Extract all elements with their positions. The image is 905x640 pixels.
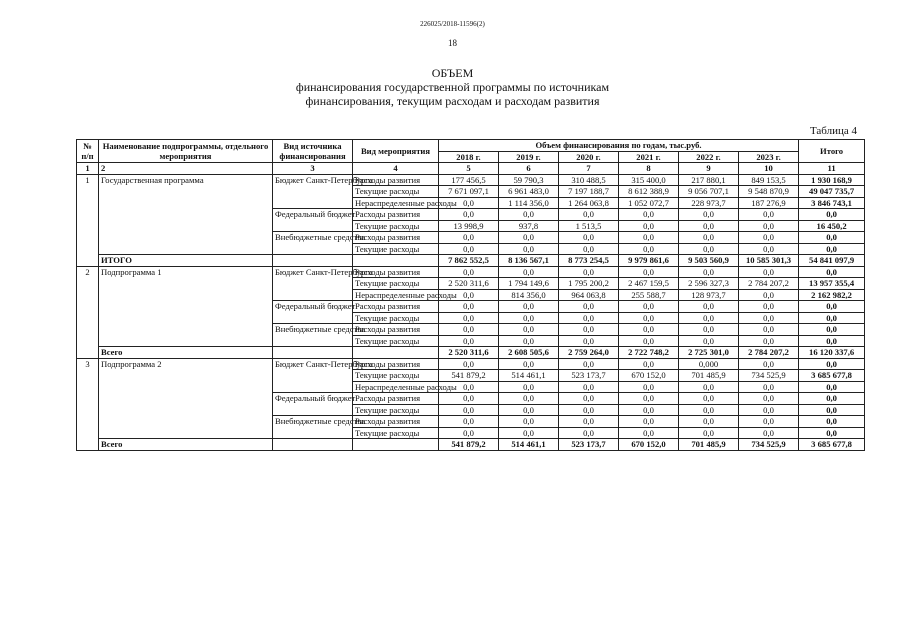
total-value: 0,0: [799, 209, 865, 221]
program-name: Подпрограмма 1: [99, 266, 273, 347]
total-value: 0,0: [799, 427, 865, 439]
year-value: 0,0: [619, 220, 679, 232]
year-value: 0,0: [439, 416, 499, 428]
year-value: 0,0: [439, 289, 499, 301]
year-value: 0,0: [439, 427, 499, 439]
title-line-1: ОБЪЕМ: [431, 66, 474, 80]
year-value: 0,0: [679, 209, 739, 221]
year-value: 734 525,9: [739, 370, 799, 382]
expense-type: Текущие расходы: [353, 243, 439, 255]
total-label: Всего: [99, 439, 273, 451]
year-value: 0,0: [499, 266, 559, 278]
header-volume: Объем финансирования по годам, тыс.руб.: [439, 140, 799, 152]
index-cell: 11: [799, 163, 865, 175]
year-value: 128 973,7: [679, 289, 739, 301]
total-value: 2 608 505,6: [499, 347, 559, 359]
year-value: 0,0: [439, 358, 499, 370]
total-value: 670 152,0: [619, 439, 679, 451]
year-value: 0,0: [499, 301, 559, 313]
total-value: 3 685 677,8: [799, 439, 865, 451]
index-cell: 9: [679, 163, 739, 175]
expense-type: Текущие расходы: [353, 370, 439, 382]
index-cell: 6: [499, 163, 559, 175]
year-value: 0,0: [499, 358, 559, 370]
year-value: 0,0: [439, 393, 499, 405]
year-value: 0,0: [439, 335, 499, 347]
year-value: 0,0: [619, 335, 679, 347]
funding-source: Внебюджетные средства: [273, 324, 353, 347]
year-value: 2 467 159,5: [619, 278, 679, 290]
year-value: 1 794 149,6: [499, 278, 559, 290]
expense-type: Нераспределенные расходы: [353, 381, 439, 393]
total-value: 0,0: [799, 232, 865, 244]
total-value: 0,0: [799, 393, 865, 405]
year-value: 0,0: [739, 312, 799, 324]
year-value: 0,0: [739, 416, 799, 428]
total-value: 2 784 207,2: [739, 347, 799, 359]
expense-type: Расходы развития: [353, 358, 439, 370]
year-value: 0,0: [619, 393, 679, 405]
year-value: 0,0: [679, 393, 739, 405]
year-value: 0,0: [679, 416, 739, 428]
year-value: 0,0: [499, 209, 559, 221]
index-cell: 8: [619, 163, 679, 175]
total-value: 2 520 311,6: [439, 347, 499, 359]
expense-type: Текущие расходы: [353, 278, 439, 290]
year-value: 701 485,9: [679, 370, 739, 382]
column-index-row: [77, 163, 865, 175]
total-value: 0,0: [799, 381, 865, 393]
year-value: 0,0: [679, 232, 739, 244]
year-value: 514 461,1: [499, 370, 559, 382]
total-value: 0,0: [799, 335, 865, 347]
year-value: 0,0: [619, 404, 679, 416]
total-value: 7 862 552,5: [439, 255, 499, 267]
row-number: 3: [77, 358, 99, 450]
total-value: 0,0: [799, 266, 865, 278]
header-year: 2018 г.: [439, 151, 499, 163]
year-value: 6 961 483,0: [499, 186, 559, 198]
year-value: 814 356,0: [499, 289, 559, 301]
year-value: 0,0: [499, 404, 559, 416]
total-value: 734 525,9: [739, 439, 799, 451]
expense-type: Расходы развития: [353, 324, 439, 336]
table-row: [77, 174, 865, 186]
funding-source: Бюджет Санкт-Петербурга: [273, 266, 353, 301]
expense-type: Текущие расходы: [353, 186, 439, 198]
header-year: 2019 г.: [499, 151, 559, 163]
year-value: 0,0: [739, 335, 799, 347]
year-value: 0,0: [739, 358, 799, 370]
year-value: 187 276,9: [739, 197, 799, 209]
index-cell: 10: [739, 163, 799, 175]
year-value: 0,0: [679, 220, 739, 232]
year-value: 0,0: [679, 312, 739, 324]
year-value: 0,0: [439, 312, 499, 324]
header-year: 2020 г.: [559, 151, 619, 163]
total-value: 8 136 567,1: [499, 255, 559, 267]
year-value: 7 197 188,7: [559, 186, 619, 198]
title-line-2: финансирования государственной программы по источникам: [295, 80, 610, 94]
index-cell: 4: [353, 163, 439, 175]
expense-type: Расходы развития: [353, 266, 439, 278]
year-value: 0,0: [619, 243, 679, 255]
header-year: 2023 г.: [739, 151, 799, 163]
expense-type: Расходы развития: [353, 393, 439, 405]
year-value: 0,0: [559, 312, 619, 324]
total-value: 523 173,7: [559, 439, 619, 451]
empty-cell: [353, 347, 439, 359]
expense-type: Текущие расходы: [353, 404, 439, 416]
header-row-1: [77, 140, 865, 152]
total-value: 2 162 982,2: [799, 289, 865, 301]
year-value: 228 973,7: [679, 197, 739, 209]
program-name: Подпрограмма 2: [99, 358, 273, 439]
year-value: 13 998,9: [439, 220, 499, 232]
total-value: 13 957 355,4: [799, 278, 865, 290]
year-value: 0,0: [739, 427, 799, 439]
funding-source: Бюджет Санкт-Петербурга: [273, 174, 353, 209]
header-year: 2021 г.: [619, 151, 679, 163]
year-value: 9 548 870,9: [739, 186, 799, 198]
year-value: 0,0: [439, 266, 499, 278]
funding-source: Федеральный бюджет: [273, 301, 353, 324]
year-value: 0,0: [559, 243, 619, 255]
funding-source: Федеральный бюджет: [273, 393, 353, 416]
year-value: 0,0: [559, 232, 619, 244]
year-value: 0,0: [559, 266, 619, 278]
program-name: Государственная программа: [99, 174, 273, 255]
total-value: 2 725 301,0: [679, 347, 739, 359]
year-value: 0,0: [679, 301, 739, 313]
year-value: 9 056 707,1: [679, 186, 739, 198]
total-value: 3 685 677,8: [799, 370, 865, 382]
year-value: 315 400,0: [619, 174, 679, 186]
year-value: 0,0: [619, 312, 679, 324]
expense-type: Нераспределенные расходы: [353, 197, 439, 209]
funding-source: Бюджет Санкт-Петербурга: [273, 358, 353, 393]
year-value: 0,0: [679, 381, 739, 393]
total-value: 0,0: [799, 312, 865, 324]
year-value: 0,0: [679, 404, 739, 416]
year-value: 0,0: [739, 266, 799, 278]
year-value: 964 063,8: [559, 289, 619, 301]
total-value: 54 841 097,9: [799, 255, 865, 267]
expense-type: Расходы развития: [353, 174, 439, 186]
expense-type: Расходы развития: [353, 301, 439, 313]
year-value: 1 795 200,2: [559, 278, 619, 290]
year-value: 7 671 097,1: [439, 186, 499, 198]
year-value: 177 456,5: [439, 174, 499, 186]
total-value: 8 773 254,5: [559, 255, 619, 267]
year-value: 0,0: [439, 324, 499, 336]
year-value: 0,0: [559, 324, 619, 336]
expense-type: Расходы развития: [353, 416, 439, 428]
year-value: 2 520 311,6: [439, 278, 499, 290]
document-title: [0, 66, 905, 108]
year-value: 255 588,7: [619, 289, 679, 301]
year-value: 0,0: [499, 232, 559, 244]
total-value: 2 759 264,0: [559, 347, 619, 359]
year-value: 670 152,0: [619, 370, 679, 382]
year-value: 0,0: [739, 393, 799, 405]
expense-type: Текущие расходы: [353, 335, 439, 347]
funding-source: Внебюджетные средства: [273, 232, 353, 255]
year-value: 541 879,2: [439, 370, 499, 382]
page-number: 18: [448, 38, 457, 48]
year-value: 1 052 072,7: [619, 197, 679, 209]
year-value: 1 114 356,0: [499, 197, 559, 209]
year-value: 0,0: [439, 404, 499, 416]
year-value: 0,0: [559, 416, 619, 428]
year-value: 0,0: [739, 209, 799, 221]
total-value: 10 585 301,3: [739, 255, 799, 267]
total-row: [77, 255, 865, 267]
expense-type: Текущие расходы: [353, 220, 439, 232]
year-value: 0,0: [739, 301, 799, 313]
year-value: 0,0: [679, 324, 739, 336]
year-value: 0,0: [439, 209, 499, 221]
table-label: Таблица 4: [809, 125, 857, 137]
total-label: Всего: [99, 347, 273, 359]
index-cell: 2: [99, 163, 273, 175]
total-value: 0,0: [799, 243, 865, 255]
year-value: 0,0: [559, 209, 619, 221]
year-value: 310 488,5: [559, 174, 619, 186]
year-value: 59 790,3: [499, 174, 559, 186]
index-cell: 1: [77, 163, 99, 175]
year-value: 0,0: [619, 301, 679, 313]
total-value: 0,0: [799, 301, 865, 313]
table-row: [77, 358, 865, 370]
total-row: [77, 347, 865, 359]
total-row: [77, 439, 865, 451]
empty-cell: [273, 347, 353, 359]
year-value: 0,0: [679, 266, 739, 278]
year-value: 0,0: [679, 427, 739, 439]
total-value: 0,0: [799, 324, 865, 336]
year-value: 0,0: [619, 266, 679, 278]
year-value: 0,0: [439, 232, 499, 244]
total-value: 9 979 861,6: [619, 255, 679, 267]
total-value: 16 450,2: [799, 220, 865, 232]
index-cell: 3: [273, 163, 353, 175]
year-value: 0,0: [619, 358, 679, 370]
year-value: 0,0: [619, 209, 679, 221]
expense-type: Нераспределенные расходы: [353, 289, 439, 301]
year-value: 849 153,5: [739, 174, 799, 186]
year-value: 0,0: [739, 289, 799, 301]
year-value: 0,0: [559, 404, 619, 416]
title-line-3: финансирования, текущим расходам и расходам развития: [305, 94, 600, 108]
year-value: 0,0: [619, 427, 679, 439]
year-value: 0,0: [739, 324, 799, 336]
year-value: 1 264 063,8: [559, 197, 619, 209]
year-value: 0,000: [679, 358, 739, 370]
year-value: 2 784 207,2: [739, 278, 799, 290]
total-value: 541 879,2: [439, 439, 499, 451]
year-value: 0,0: [499, 393, 559, 405]
total-value: 701 485,9: [679, 439, 739, 451]
year-value: 8 612 388,9: [619, 186, 679, 198]
expense-type: Расходы развития: [353, 232, 439, 244]
row-number: 1: [77, 174, 99, 266]
year-value: 0,0: [679, 243, 739, 255]
empty-cell: [273, 439, 353, 451]
year-value: 0,0: [559, 381, 619, 393]
header-no: № п/п: [77, 140, 99, 163]
expense-type: Текущие расходы: [353, 427, 439, 439]
header-name: Наименование подпрограммы, отдельного мероприятия: [99, 140, 273, 163]
year-value: 0,0: [499, 381, 559, 393]
header-source: Вид источника финансирования: [273, 140, 353, 163]
year-value: 2 596 327,3: [679, 278, 739, 290]
year-value: 0,0: [679, 335, 739, 347]
year-value: 937,8: [499, 220, 559, 232]
year-value: 0,0: [739, 243, 799, 255]
expense-type: Расходы развития: [353, 209, 439, 221]
year-value: 0,0: [499, 324, 559, 336]
year-value: 0,0: [619, 324, 679, 336]
row-number: 2: [77, 266, 99, 358]
expense-type: Текущие расходы: [353, 312, 439, 324]
total-value: 9 503 560,9: [679, 255, 739, 267]
index-cell: 5: [439, 163, 499, 175]
funding-source: Федеральный бюджет: [273, 209, 353, 232]
total-value: 0,0: [799, 416, 865, 428]
year-value: 1 513,5: [559, 220, 619, 232]
year-value: 0,0: [499, 335, 559, 347]
year-value: 0,0: [439, 381, 499, 393]
document-id: 226025/2018-11596(2): [420, 20, 485, 28]
funding-source: Внебюджетные средства: [273, 416, 353, 439]
total-label: ИТОГО: [99, 255, 273, 267]
year-value: 0,0: [559, 335, 619, 347]
year-value: 0,0: [499, 416, 559, 428]
year-value: 523 173,7: [559, 370, 619, 382]
empty-cell: [353, 255, 439, 267]
total-value: 49 047 735,7: [799, 186, 865, 198]
year-value: 0,0: [739, 232, 799, 244]
year-value: 0,0: [619, 232, 679, 244]
year-value: 0,0: [739, 404, 799, 416]
year-value: 0,0: [439, 301, 499, 313]
total-value: 514 461,1: [499, 439, 559, 451]
year-value: 0,0: [499, 427, 559, 439]
total-value: 16 120 337,6: [799, 347, 865, 359]
header-year: 2022 г.: [679, 151, 739, 163]
header-total: Итого: [799, 140, 865, 163]
year-value: 0,0: [559, 301, 619, 313]
year-value: 0,0: [619, 416, 679, 428]
year-value: 0,0: [619, 381, 679, 393]
year-value: 0,0: [499, 243, 559, 255]
index-cell: 7: [559, 163, 619, 175]
table-row: [77, 266, 865, 278]
total-value: 0,0: [799, 358, 865, 370]
year-value: 217 880,1: [679, 174, 739, 186]
total-value: 0,0: [799, 404, 865, 416]
financing-table: [76, 139, 865, 451]
year-value: 0,0: [439, 243, 499, 255]
total-value: 3 846 743,1: [799, 197, 865, 209]
header-type: Вид мероприятия: [353, 140, 439, 163]
year-value: 0,0: [559, 358, 619, 370]
total-value: 2 722 748,2: [619, 347, 679, 359]
total-value: 1 930 168,9: [799, 174, 865, 186]
year-value: 0,0: [499, 312, 559, 324]
empty-cell: [273, 255, 353, 267]
year-value: 0,0: [439, 197, 499, 209]
year-value: 0,0: [559, 427, 619, 439]
year-value: 0,0: [559, 393, 619, 405]
year-value: 0,0: [739, 381, 799, 393]
empty-cell: [353, 439, 439, 451]
year-value: 0,0: [739, 220, 799, 232]
